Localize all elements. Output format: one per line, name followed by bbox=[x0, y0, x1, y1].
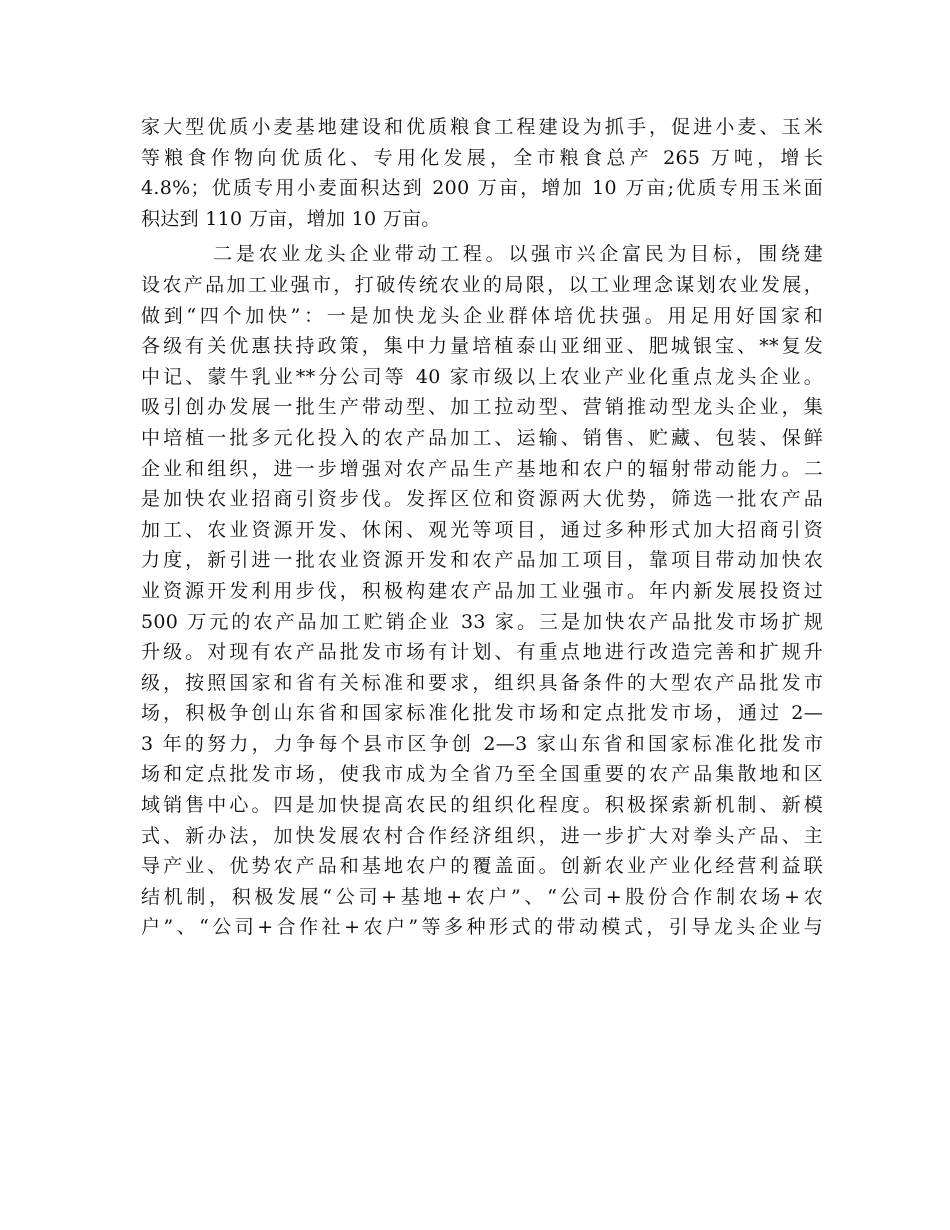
text-line: 家大型优质小麦基地建设和优质粮食工程建设为抓手，促进小麦、玉米 bbox=[141, 116, 823, 138]
text-line: 积达到 110 万亩，增加 10 万亩。 bbox=[141, 207, 441, 230]
text-line: 中记、蒙牛乳业**分公司等 40 家市级以上农业产业化重点龙头企业。 bbox=[141, 365, 823, 388]
text-line: 结机制，积极发展“公司+基地+农户”、“公司+股份合作制农场+农 bbox=[141, 885, 823, 908]
text-line: 做到“四个加快”：一是加快龙头企业群体培优扶强。用足用好国家和 bbox=[141, 304, 823, 327]
text-line: 场，积极争创山东省和国家标准化批发市场和定点批发市场，通过 2— bbox=[141, 702, 823, 725]
text-line: 场和定点批发市场，使我市成为全省乃至全国重要的农产品集散地和区 bbox=[141, 763, 823, 786]
text-line: 导产业、优势农产品和基地农户的覆盖面。创新农业产业化经营利益联 bbox=[141, 855, 823, 878]
text-line: 中培植一批多元化投入的农产品加工、运输、销售、贮藏、包装、保鲜 bbox=[141, 426, 823, 449]
text-line: 设农产品加工业强市，打破传统农业的局限，以工业理念谋划农业发展， bbox=[141, 273, 823, 296]
text-line: 升级。对现有农产品批发市场有计划、有重点地进行改造完善和扩规升 bbox=[141, 641, 823, 664]
text-line: 二是农业龙头企业带动工程。以强市兴企富民为目标，围绕建 bbox=[213, 243, 823, 266]
body-text bbox=[141, 112, 823, 943]
text-line: 级，按照国家和省有关标准和要求，组织具备条件的大型农产品批发市 bbox=[141, 671, 823, 694]
text-line: 户”、“公司+合作社+农户”等多种形式的带动模式，引导龙头企业与 bbox=[141, 916, 823, 939]
text-line: 力度，新引进一批农业资源开发和农产品加工项目，靠项目带动加快农 bbox=[141, 549, 823, 572]
text-line: 4.8%；优质专用小麦面积达到 200 万亩，增加 10 万亩;优质专用玉米面 bbox=[141, 177, 823, 200]
text-line: 式、新办法，加快发展农村合作经济组织，进一步扩大对拳头产品、主 bbox=[141, 824, 823, 847]
text-line: 域销售中心。四是加快提高农民的组织化程度。积极探索新机制、新模 bbox=[141, 794, 823, 817]
paragraph-2 bbox=[141, 239, 823, 943]
text-line: 企业和组织，进一步增强对农产品生产基地和农户的辐射带动能力。二 bbox=[141, 457, 823, 480]
text-line: 业资源开发利用步伐，积极构建农产品加工业强市。年内新发展投资过 bbox=[141, 579, 823, 602]
text-line: 等粮食作物向优质化、专用化发展，全市粮食总产 265 万吨，增长 bbox=[141, 146, 823, 169]
text-line: 加工、农业资源开发、休闲、观光等项目，通过多种形式加大招商引资 bbox=[141, 518, 823, 541]
text-line: 各级有关优惠扶持政策，集中力量培植泰山亚细亚、肥城银宝、**复发 bbox=[141, 335, 823, 358]
paragraph-1 bbox=[141, 112, 823, 234]
text-line: 吸引创办发展一批生产带动型、加工拉动型、营销推动型龙头企业，集 bbox=[141, 396, 823, 419]
text-line: 3 年的努力，力争每个县市区争创 2—3 家山东省和国家标准化批发市 bbox=[141, 732, 823, 755]
text-line: 是加快农业招商引资步伐。发挥区位和资源两大优势，筛选一批农产品 bbox=[141, 488, 823, 511]
text-line: 500 万元的农产品加工贮销企业 33 家。三是加快农产品批发市场扩规 bbox=[141, 610, 823, 633]
